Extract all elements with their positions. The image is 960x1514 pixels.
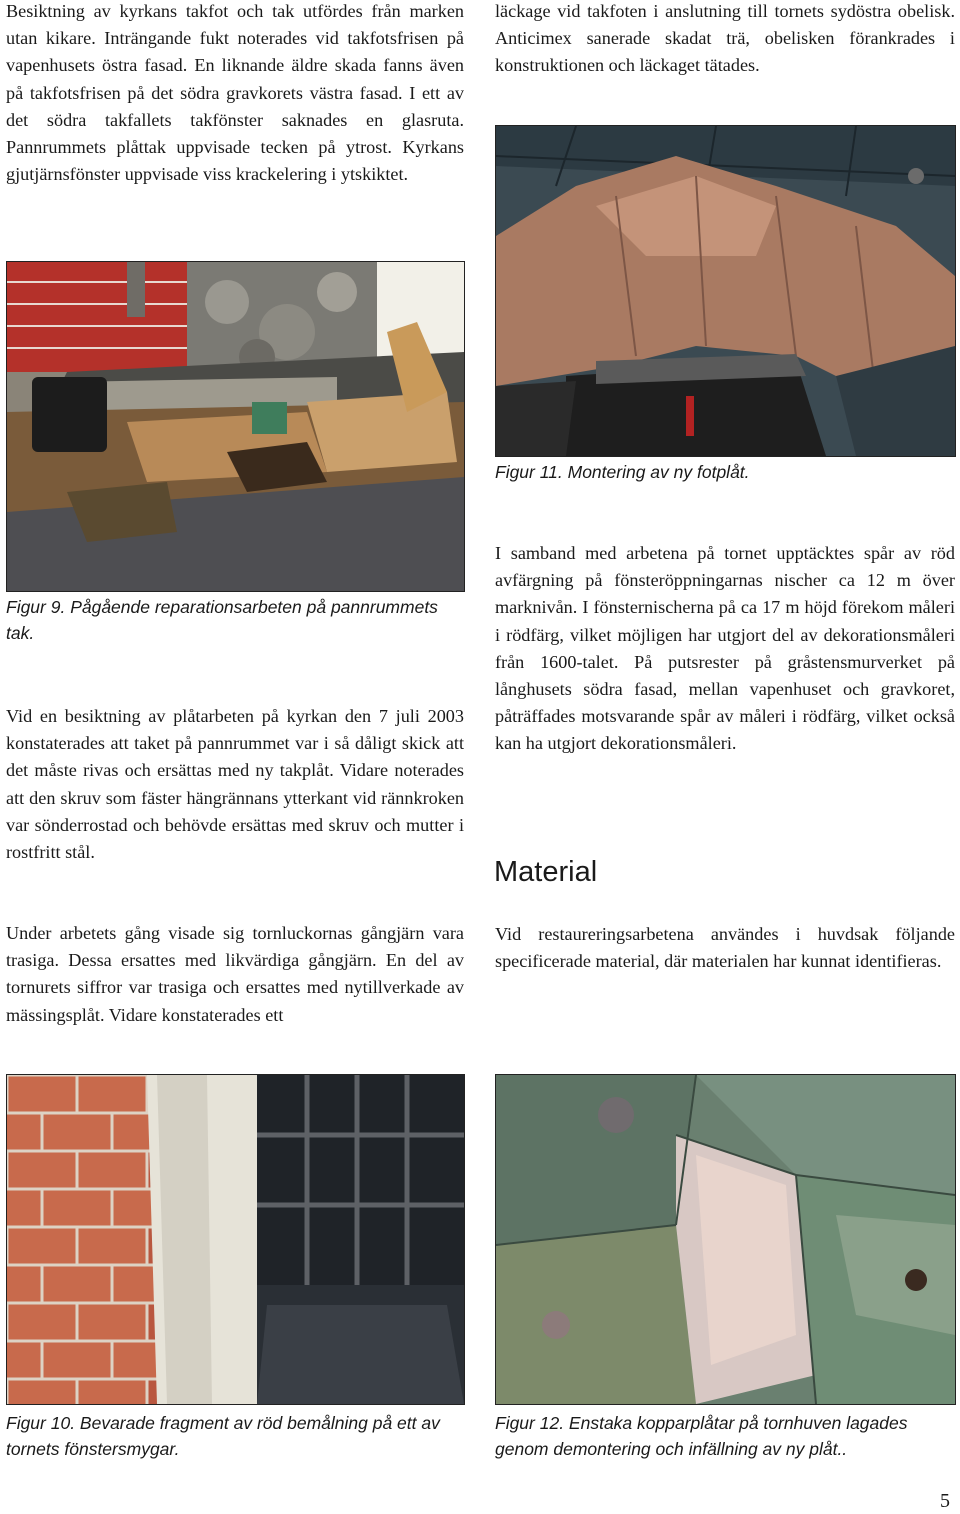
paragraph-inspection: Besiktning av kyrkans takfot och tak utfördes från marken utan kikare. Inträngande fukt noterades vid takfotsfrisen på vapenhusets östra fasad. En liknande äldre skada fanns även på takfotsfrisen på det södra gravkorets västra fasad. I ett av det södra takfallets takfönster saknades en glasruta. Pannrummets plåttak uppvisade tecken på ytrost. Kyrkans gjutjärnsfönster uppvisade viss krackelering i ytskiktet.	[6, 1, 464, 185]
roof-repair-image	[7, 262, 464, 591]
figure-9-photo	[6, 261, 465, 592]
page-number: 5	[940, 1490, 950, 1512]
figure-11-photo	[495, 125, 956, 457]
figure-12-photo	[495, 1074, 956, 1405]
figure-12-caption: Figur 12. Enstaka kopparplåtar på tornhuven lagades genom demontering och infällning av ny plåt..	[495, 1413, 908, 1459]
figure-10-caption: Figur 10. Bevarade fragment av röd bemålning på ett av tornets fönstersmygar.	[6, 1413, 440, 1459]
figure-10-photo	[6, 1074, 465, 1405]
paragraph-hinges: Under arbetets gång visade sig tornluckornas gångjärn vara trasiga. Dessa ersattes med likvärdiga gångjärn. En del av tornurets siffror var trasiga och ersattes med nytillverkade av mässingsplåt. Vidare konstaterades ett	[6, 923, 464, 1025]
figure-11-caption: Figur 11. Montering av ny fotplåt.	[495, 462, 750, 482]
section-heading-material: Material	[494, 856, 598, 888]
paragraph-leakage: läckage vid takfoten i anslutning till tornets sydöstra obelisk. Anticimex sanerade skadat trä, obelisken förankrades i konstruktionen och läckaget tätades.	[495, 1, 955, 76]
copper-sheets-image	[496, 1075, 955, 1404]
paragraph-plate-inspection: Vid en besiktning av plåtarbeten på kyrkan den 7 juli 2003 konstaterades att taket på pannrummet var i så dåligt skick att det måste rivas och ersättas med ny takplåt. Vidare noterades att den skruv som fäster hängrännans ytterkant vid rännkroken var sönderrostad och behövde ersättas med skruv och mutter i rostfritt stål.	[6, 706, 464, 863]
eaves-sheet-image	[496, 126, 955, 456]
paragraph-material: Vid restaureringsarbetena användes i huvdsak följande specificerade material, där materialen har kunnat identifieras.	[495, 924, 955, 972]
red-painting-niche-image	[7, 1075, 464, 1404]
figure-9-caption: Figur 9. Pågående reparationsarbeten på pannrummets tak.	[6, 597, 438, 643]
paragraph-red-paint: I samband med arbetena på tornet upptäcktes spår av röd avfärgning på fönsteröppningarnas nischer ca 12 m över marknivån. I fönsternischerna på ca 17 m höjd förekom måleri i rödfärg, vilket möjligen har utgjort del av dekorationsmåleri från 1600-talet. På putsrester på gråstensmurverket på långhusets södra fasad, mellan vapenhuset och gravkoret, påträffades motsvarande spår av måleri i rödfärg, vilket också kan ha utgjort dekorationsmåleri.	[495, 543, 955, 754]
